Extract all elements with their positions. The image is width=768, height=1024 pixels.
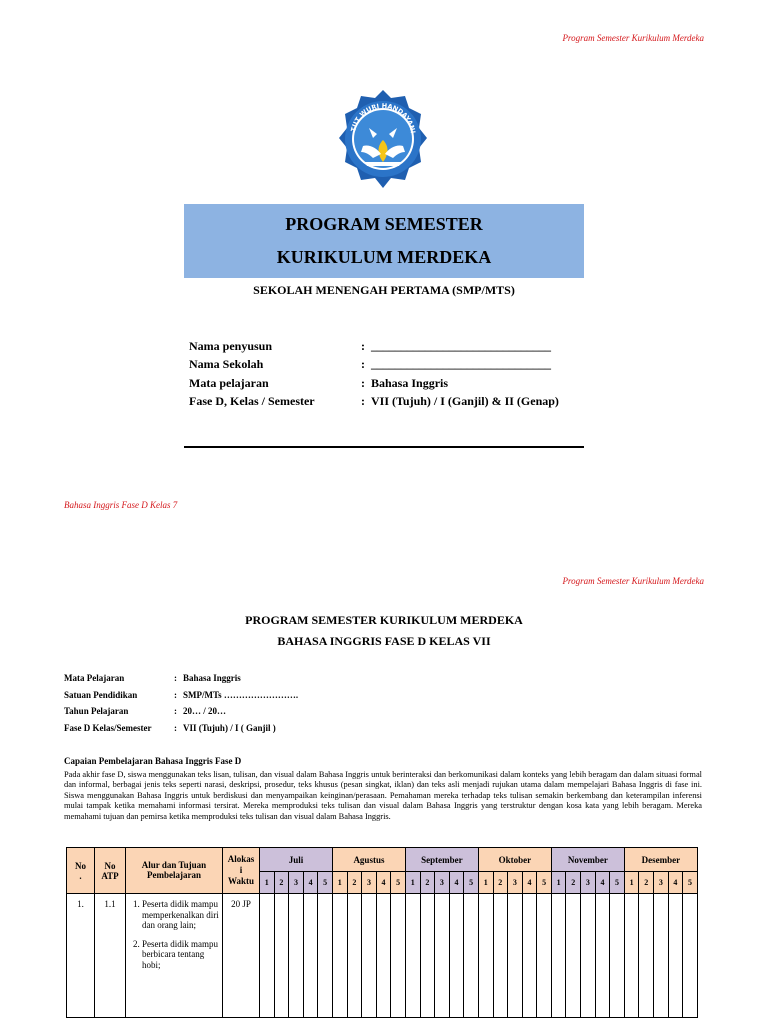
schedule-cell	[508, 894, 523, 1018]
page2-info-row	[64, 720, 298, 737]
info-label: Fase D, Kelas / Semester	[189, 394, 315, 409]
info-value: SMP/MTs …………………….	[183, 689, 299, 700]
schedule-cell	[537, 894, 552, 1018]
schedule-cell	[551, 894, 566, 1018]
week-cell: 1	[624, 872, 639, 894]
schedule-cell	[405, 894, 420, 1018]
week-cell: 1	[260, 872, 275, 894]
cover-title-box	[184, 204, 584, 278]
cover-info-row	[189, 374, 559, 393]
info-sep: :	[361, 394, 365, 409]
page2-info-row	[64, 703, 298, 720]
col-header-alur: Alur dan Tujuan Pembelajaran	[126, 848, 223, 894]
schedule-cell	[435, 894, 450, 1018]
info-sep: :	[174, 689, 177, 700]
schedule-cell	[420, 894, 435, 1018]
table-row	[67, 894, 698, 1018]
page2-info-block	[64, 670, 298, 736]
week-cell: 4	[449, 872, 464, 894]
cp-text: Pada akhir fase D, siswa menggunakan teks lisan, tulisan, dan visual dalam Bahasa Inggris untuk berinteraksi dan berkomunikasi dalam konteks yang lebih beragam dan dalam situasi formal dan informal, berbagai jenis teks seperti narasi, deskripsi, prosedur, teks khusus (pesan singkat, iklan) dan teks asli menjadi rujukan utama dalam mempelajari Bahasa Inggris di fase ini. Siswa menggunakan Bahasa Inggris untuk berdiskusi dan menyampaikan keinginan/perasaan. Pemahaman mereka terhadap teks tulisan semakin berkembang dan keterampilan inferensi mulai tampak ketika memahami informasi tersirat. Mereka memproduksi teks tulisan dan visual dalam Bahasa Inggris yang terstruktur dengan kosa kata yang lebih beragam. Mereka memahami tujuan dan pemirsa ketika memproduksi teks tulisan dan visual dalam Bahasa Inggris.	[64, 770, 702, 821]
week-cell: 2	[639, 872, 654, 894]
week-cell: 2	[420, 872, 435, 894]
week-cell: 2	[566, 872, 581, 894]
schedule-cell	[464, 894, 479, 1018]
cover-school: SEKOLAH MENENGAH PERTAMA (SMP/MTS)	[253, 283, 515, 297]
schedule-cell	[289, 894, 304, 1018]
month-header-september: September	[405, 848, 478, 872]
schedule-cell	[522, 894, 537, 1018]
week-cell: 5	[464, 872, 479, 894]
week-cell: 5	[610, 872, 625, 894]
schedule-cell	[478, 894, 493, 1018]
page2-title-line2: BAHASA INGGRIS FASE D KELAS VII	[277, 634, 491, 648]
info-label: Tahun Pelajaran	[64, 706, 129, 717]
info-sep: :	[361, 357, 365, 372]
cover-title-line2: KURIKULUM MERDEKA	[276, 247, 492, 267]
info-value: Bahasa Inggris	[371, 375, 449, 390]
info-value: ______________________________	[371, 357, 551, 372]
schedule-cell	[347, 894, 362, 1018]
info-sep: :	[174, 723, 177, 734]
cp-title: Capaian Pembelajaran Bahasa Inggris Fase D	[64, 756, 242, 766]
info-sep: :	[361, 338, 365, 353]
row-atp: 1.1	[95, 894, 126, 1018]
week-cell: 4	[303, 872, 318, 894]
page2-info-row	[64, 687, 298, 704]
schedule-cell	[610, 894, 625, 1018]
schedule-cell	[581, 894, 596, 1018]
schedule-cell	[260, 894, 275, 1018]
row-alur	[126, 894, 223, 1018]
page2-info-row	[64, 670, 298, 687]
week-cell: 5	[683, 872, 698, 894]
week-cell: 3	[435, 872, 450, 894]
info-label: Mata pelajaran	[189, 375, 269, 390]
week-cell: 3	[289, 872, 304, 894]
week-cell: 5	[391, 872, 406, 894]
schedule-table	[66, 847, 698, 1018]
schedule-cell	[318, 894, 333, 1018]
week-cell: 1	[405, 872, 420, 894]
schedule-cell	[332, 894, 347, 1018]
cover-info-row	[189, 337, 559, 356]
info-value: 20… / 20…	[183, 706, 227, 717]
month-header-oktober: Oktober	[478, 848, 551, 872]
schedule-cell	[449, 894, 464, 1018]
schedule-cell	[595, 894, 610, 1018]
schedule-cell	[362, 894, 377, 1018]
week-cell: 4	[376, 872, 391, 894]
schedule-cell	[274, 894, 289, 1018]
cover-info-row	[189, 356, 559, 375]
footer-note: Bahasa Inggris Fase D Kelas 7	[64, 500, 178, 510]
week-cell: 3	[654, 872, 669, 894]
month-header-juli: Juli	[260, 848, 333, 872]
alur-item: 2. Peserta didik mampu berbicara tentang hobi;	[142, 939, 220, 971]
week-cell: 4	[668, 872, 683, 894]
schedule-cell	[683, 894, 698, 1018]
tut-wuri-handayani-logo	[333, 88, 433, 190]
week-cell: 1	[478, 872, 493, 894]
week-cell: 5	[318, 872, 333, 894]
week-cell: 2	[274, 872, 289, 894]
info-label: Fase D Kelas/Semester	[64, 723, 152, 734]
schedule-cell	[391, 894, 406, 1018]
header-note-page2: Program Semester Kurikulum Merdeka	[562, 576, 704, 586]
week-cell: 1	[551, 872, 566, 894]
info-sep: :	[174, 673, 177, 684]
schedule-cell	[376, 894, 391, 1018]
cover-info-block	[189, 337, 559, 411]
info-value: VII (Tujuh) / I ( Ganjil )	[183, 723, 276, 734]
page2-title-line1: PROGRAM SEMESTER KURIKULUM MERDEKA	[245, 613, 523, 627]
week-cell: 2	[347, 872, 362, 894]
schedule-cell	[654, 894, 669, 1018]
info-label: Nama penyusun	[189, 338, 273, 353]
info-sep: :	[174, 706, 177, 717]
week-cell: 3	[508, 872, 523, 894]
col-header-alokasi: Alokas i Waktu	[223, 848, 260, 894]
schedule-cell	[303, 894, 318, 1018]
week-cell: 3	[362, 872, 377, 894]
info-label: Nama Sekolah	[189, 357, 264, 372]
info-sep: :	[361, 375, 365, 390]
week-cell: 5	[537, 872, 552, 894]
week-cell: 1	[332, 872, 347, 894]
cover-title-line1: PROGRAM SEMESTER	[285, 214, 483, 234]
schedule-cell	[624, 894, 639, 1018]
month-header-desember: Desember	[624, 848, 697, 872]
week-cell: 4	[522, 872, 537, 894]
row-no: 1.	[67, 894, 95, 1018]
info-label: Satuan Pendidikan	[64, 689, 138, 700]
header-note: Program Semester Kurikulum Merdeka	[562, 33, 704, 43]
month-header-november: November	[551, 848, 624, 872]
schedule-cell	[566, 894, 581, 1018]
info-value: ______________________________	[371, 338, 551, 353]
schedule-cell	[639, 894, 654, 1018]
col-header-no: No .	[67, 848, 95, 894]
week-cell: 4	[595, 872, 610, 894]
cover-info-row	[189, 393, 559, 412]
info-value: Bahasa Inggris	[183, 673, 241, 684]
col-header-no-atp: No ATP	[95, 848, 126, 894]
cover-divider	[184, 446, 584, 448]
info-value: VII (Tujuh) / I (Ganjil) & II (Genap)	[371, 394, 559, 409]
logo-arc-text: TUT WURI HANDAYANI	[349, 101, 417, 134]
row-waktu: 20 JP	[223, 894, 260, 1018]
schedule-cell	[668, 894, 683, 1018]
info-label: Mata Pelajaran	[64, 673, 125, 684]
week-cell: 3	[581, 872, 596, 894]
alur-item: 1. Peserta didik mampu memperkenalkan diri dan orang lain;	[142, 899, 220, 931]
month-header-agustus: Agustus	[332, 848, 405, 872]
schedule-cell	[493, 894, 508, 1018]
week-cell: 2	[493, 872, 508, 894]
